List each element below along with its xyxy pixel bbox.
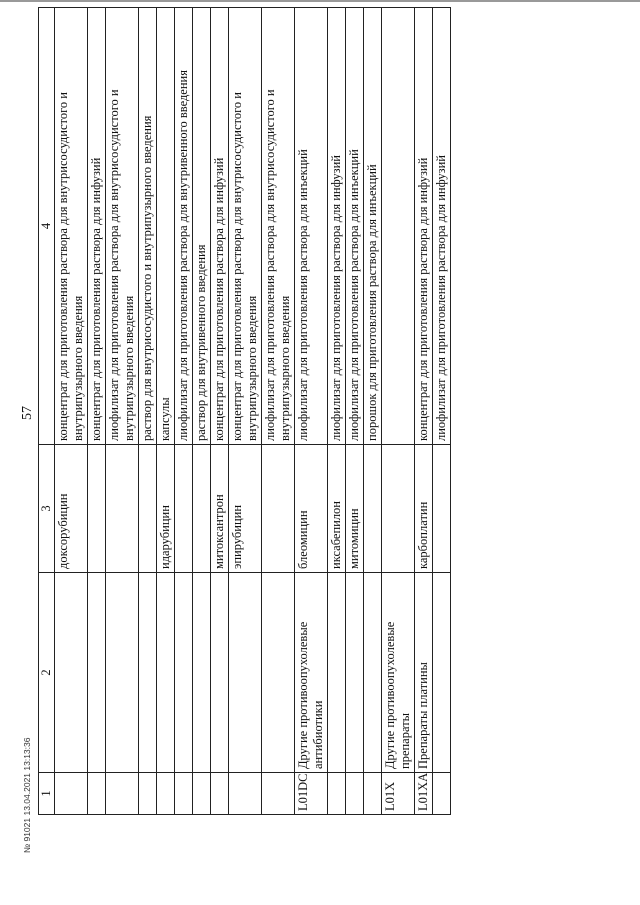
table-row bbox=[346, 8, 364, 815]
table-row bbox=[106, 8, 139, 815]
cell-form: порошок для приготовления раствора для инъекций bbox=[364, 8, 382, 445]
cell-group bbox=[229, 573, 262, 773]
cell-code bbox=[193, 773, 211, 815]
cell-drug bbox=[433, 445, 451, 573]
table-row bbox=[88, 8, 106, 815]
cell-code: L01XA bbox=[415, 773, 433, 815]
scan-edge bbox=[0, 0, 640, 2]
cell-group bbox=[175, 573, 193, 773]
table-row bbox=[433, 8, 451, 815]
cell-group: Препараты платины bbox=[415, 573, 433, 773]
table-row bbox=[175, 8, 193, 815]
cell-form: капсулы bbox=[157, 8, 175, 445]
cell-drug bbox=[139, 445, 157, 573]
cell-group bbox=[139, 573, 157, 773]
header-col-1: 1 bbox=[39, 773, 55, 815]
cell-form bbox=[382, 8, 415, 445]
cell-code bbox=[364, 773, 382, 815]
cell-form: раствор для внутривенного введения bbox=[193, 8, 211, 445]
cell-form: концентрат для приготовления раствора для внутрисосудистого и внутрипузырного введения bbox=[55, 8, 88, 445]
cell-drug: эпирубицин bbox=[229, 445, 262, 573]
cell-code bbox=[433, 773, 451, 815]
cell-code bbox=[262, 773, 295, 815]
table-row bbox=[328, 8, 346, 815]
cell-group bbox=[157, 573, 175, 773]
cell-form: лиофилизат для приготовления раствора для инфузий bbox=[433, 8, 451, 445]
cell-form: концентрат для приготовления раствора для инфузий bbox=[415, 8, 433, 445]
header-col-4: 4 bbox=[39, 8, 55, 445]
table-row bbox=[364, 8, 382, 815]
cell-drug bbox=[193, 445, 211, 573]
document-id-stamp: № 91021 13.04.2021 13:13:36 bbox=[22, 737, 32, 853]
cell-form: лиофилизат для приготовления раствора для внутривенного введения bbox=[175, 8, 193, 445]
cell-form: лиофилизат для приготовления раствора для внутрисосудистого и внутрипузырного введения bbox=[262, 8, 295, 445]
cell-code bbox=[346, 773, 364, 815]
cell-group bbox=[88, 573, 106, 773]
cell-group bbox=[346, 573, 364, 773]
table-row bbox=[382, 8, 415, 815]
cell-code bbox=[175, 773, 193, 815]
cell-drug bbox=[175, 445, 193, 573]
cell-form: концентрат для приготовления раствора для внутрисосудистого и внутрипузырного введения bbox=[229, 8, 262, 445]
cell-code bbox=[328, 773, 346, 815]
cell-drug: доксорубицин bbox=[55, 445, 88, 573]
cell-drug bbox=[106, 445, 139, 573]
cell-drug: карбоплатин bbox=[415, 445, 433, 573]
table-header-row bbox=[39, 8, 55, 815]
cell-drug bbox=[364, 445, 382, 573]
cell-drug bbox=[88, 445, 106, 573]
cell-code bbox=[139, 773, 157, 815]
cell-drug: митомицин bbox=[346, 445, 364, 573]
cell-code bbox=[88, 773, 106, 815]
table-row bbox=[139, 8, 157, 815]
cell-code bbox=[211, 773, 229, 815]
cell-drug: иксабепилон bbox=[328, 445, 346, 573]
cell-form: лиофилизат для приготовления раствора для инъекций bbox=[346, 8, 364, 445]
table-row bbox=[55, 8, 88, 815]
table-row bbox=[295, 8, 328, 815]
cell-code bbox=[229, 773, 262, 815]
cell-drug: митоксантрон bbox=[211, 445, 229, 573]
cell-group bbox=[364, 573, 382, 773]
cell-form: лиофилизат для приготовления раствора для инфузий bbox=[328, 8, 346, 445]
cell-code bbox=[157, 773, 175, 815]
cell-code bbox=[55, 773, 88, 815]
cell-drug: идарубицин bbox=[157, 445, 175, 573]
cell-code: L01X bbox=[382, 773, 415, 815]
table-row bbox=[262, 8, 295, 815]
page-number: 57 bbox=[20, 406, 35, 420]
cell-drug bbox=[382, 445, 415, 573]
cell-code bbox=[106, 773, 139, 815]
cell-drug bbox=[262, 445, 295, 573]
table-row bbox=[415, 8, 433, 815]
cell-form: лиофилизат для приготовления раствора для инъекций bbox=[295, 8, 328, 445]
cell-form: раствор для внутрисосудистого и внутрипузырного введения bbox=[139, 8, 157, 445]
table-body bbox=[39, 8, 451, 815]
cell-form: концентрат для приготовления раствора для инфузий bbox=[88, 8, 106, 445]
header-col-2: 2 bbox=[39, 573, 55, 773]
cell-group bbox=[55, 573, 88, 773]
table-row bbox=[229, 8, 262, 815]
cell-group bbox=[328, 573, 346, 773]
cell-group bbox=[106, 573, 139, 773]
cell-group bbox=[433, 573, 451, 773]
cell-group: Другие противоопухолевые препараты bbox=[382, 573, 415, 773]
cell-group bbox=[211, 573, 229, 773]
cell-code: L01DC bbox=[295, 773, 328, 815]
cell-group bbox=[193, 573, 211, 773]
cell-form: лиофилизат для приготовления раствора для внутрисосудистого и внутрипузырного введения bbox=[106, 8, 139, 445]
table-row bbox=[211, 8, 229, 815]
drug-table bbox=[38, 7, 451, 815]
table-row bbox=[193, 8, 211, 815]
cell-drug: блеомицин bbox=[295, 445, 328, 573]
cell-form: концентрат для приготовления раствора для инфузий bbox=[211, 8, 229, 445]
header-col-3: 3 bbox=[39, 445, 55, 573]
cell-group: Другие противоопухолевые антибиотики bbox=[295, 573, 328, 773]
cell-group bbox=[262, 573, 295, 773]
table-row bbox=[157, 8, 175, 815]
